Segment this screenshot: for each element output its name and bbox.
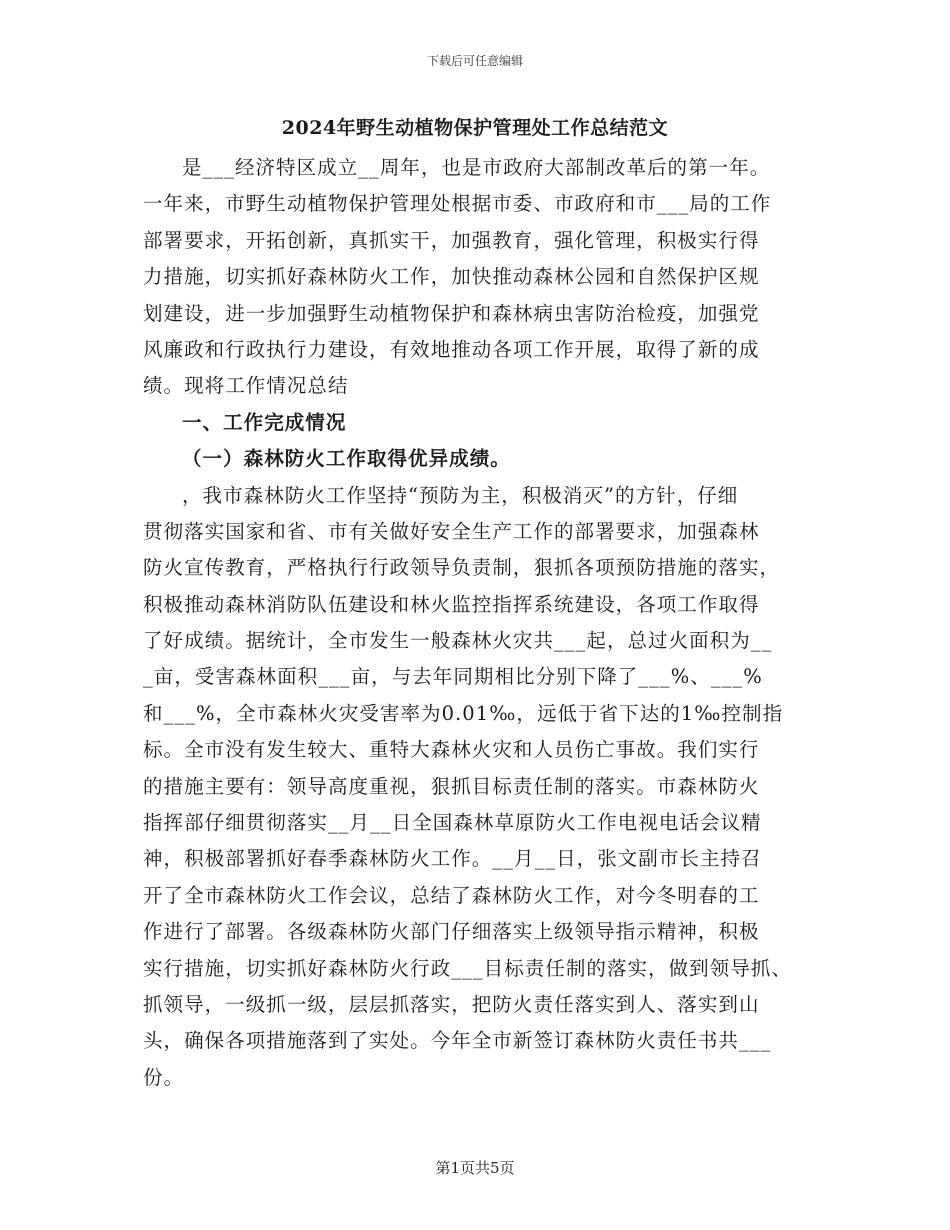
- paragraph-line: 绩。现将工作情况总结: [143, 374, 349, 398]
- paragraph-line: 风廉政和行政执行力建设，有效地推动各项工作开展，取得了新的成: [143, 337, 760, 361]
- paragraph-line: 是___经济特区成立__周年，也是市政府大部制改革后的第一年。: [182, 156, 771, 179]
- document-title: 2024年野生动植物保护管理处工作总结范文: [281, 117, 669, 139]
- paragraph-line: 部署要求，开拓创新，真抓实干，加强教育，强化管理，积极实行得: [143, 228, 760, 252]
- section-heading: 一、工作完成情况: [182, 410, 347, 434]
- paragraph-line: 神，积极部署抓好春季森林防火工作。__月__日，张文副市长主持召: [143, 847, 762, 871]
- paragraph-line: 标。全市没有发生较大、重特大森林火灾和人员伤亡事故。我们实行: [143, 738, 760, 762]
- paragraph-line: 贯彻落实国家和省、市有关做好安全生产工作的部署要求，加强森林: [143, 519, 760, 543]
- paragraph-line: 开了全市森林防火工作会议，总结了森林防火工作，对今冬明春的工: [143, 883, 760, 907]
- paragraph-line: 作进行了部署。各级森林防火部门仔细落实上级领导指示精神，积极: [143, 920, 760, 944]
- paragraph-line: 防火宣传教育，严格执行行政领导负责制，狠抓各项预防措施的落实，: [143, 556, 781, 580]
- paragraph-line: 指挥部仔细贯彻落实__月__日全国森林草原防火工作电视电话会议精: [143, 811, 762, 835]
- paragraph-line: 实行措施，切实抓好森林防火行政___目标责任制的落实，做到领导抓、: [143, 956, 792, 980]
- subsection-heading: （一）森林防火工作取得优异成绩。: [182, 447, 511, 471]
- paragraph-line: 头，确保各项措施落到了实处。今年全市新签订森林防火责任书共___: [143, 1029, 772, 1053]
- paragraph-line: 一年来，市野生动植物保护管理处根据市委、市政府和市___局的工作: [143, 192, 772, 216]
- paragraph-line: 份。: [143, 1065, 185, 1089]
- paragraph-line: 力措施，切实抓好森林防火工作，加快推动森林公园和自然保护区规: [143, 265, 760, 289]
- paragraph-line: 的措施主要有：领导高度重视，狠抓目标责任制的落实。市森林防火: [143, 774, 760, 798]
- header-note: 下载后可任意编辑: [426, 54, 523, 68]
- paragraph-line: _亩，受害森林面积___亩，与去年同期相比分别下降了___%、___%: [143, 665, 763, 689]
- paragraph-line: ，我市森林防火工作坚持“预防为主，积极消灭”的方针，仔细: [182, 483, 739, 507]
- paragraph-line: 和___%，全市森林火灾受害率为0.01‰，远低于省下达的1‰控制指: [143, 701, 784, 725]
- paragraph-line: 了好成绩。据统计，全市发生一般森林火灾共___起，总过火面积为__: [143, 629, 773, 653]
- paragraph-line: 划建设，进一步加强野生动植物保护和森林病虫害防治检疫，加强党: [143, 301, 760, 325]
- page-number: 第1页共5页: [435, 1159, 515, 1177]
- paragraph-line: 积极推动森林消防队伍建设和林火监控指挥系统建设，各项工作取得: [143, 592, 760, 616]
- paragraph-line: 抓领导，一级抓一级，层层抓落实，把防火责任落实到人、落实到山: [143, 992, 760, 1016]
- document-body: [143, 150, 823, 1096]
